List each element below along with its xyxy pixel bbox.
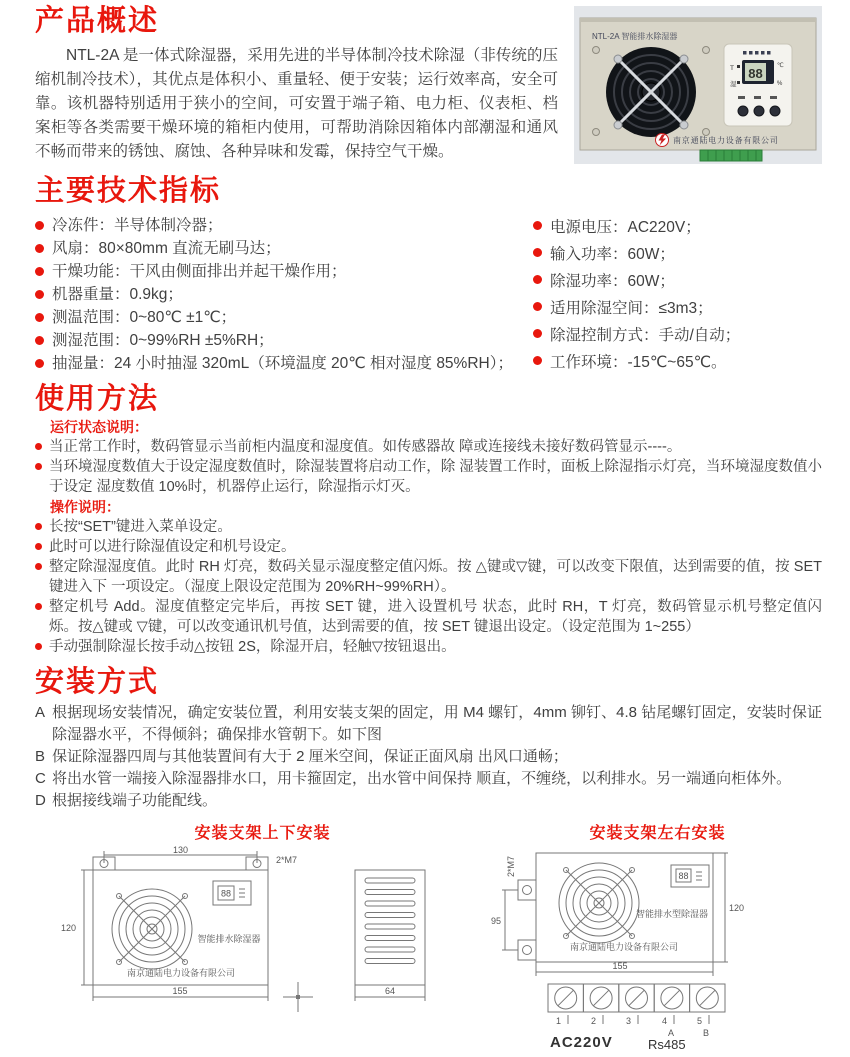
svg-text:120: 120 [61, 923, 77, 933]
dimension-120 [81, 870, 93, 985]
figure-left-right-mount [490, 820, 825, 1057]
bullet-icon [35, 244, 44, 253]
terminal-number: 2 [591, 1016, 597, 1026]
terminal-number: 3 [626, 1016, 632, 1026]
company-label: 南京通陆电力设备有限公司 [569, 942, 679, 952]
spec-item: 干燥功能：干风由侧面排出并起干燥作用； [35, 260, 533, 283]
dimension-95 [502, 890, 518, 950]
spec-item: 工作环境：-15℃~65℃。 [533, 349, 822, 376]
holes-label: 2*M7 [506, 855, 516, 877]
bullet-icon [35, 643, 42, 650]
unit-percent-label: % [777, 81, 783, 87]
bullet-icon [533, 221, 542, 230]
bullet-icon [35, 359, 44, 368]
bullet-icon [35, 313, 44, 322]
bullet-icon [35, 463, 42, 470]
bullet-icon [35, 290, 44, 299]
spec-item: 测温范围：0~80℃ ±1℃； [35, 306, 533, 329]
device-model-label: NTL-2A 智能排水除湿器 [592, 32, 678, 41]
svg-text:130: 130 [173, 845, 189, 855]
overview-paragraph: NTL-2A 是一体式除湿器，采用先进的半导体制冷技术除湿（非传统的压缩机制冷技术），其优点是体积小、重量轻、便于安装；运行效率高，安全可靠。该机器特别适用于狭小的空间，可安置于端子箱、电力柜、仪表柜、档案柜等各类需要干燥环境的箱柜内使用，可帮助消除因箱体内部潮湿和通风不畅而带来的锈蚀、腐蚀、各种异味和发霉，保持空气干燥。 [35, 47, 558, 160]
bullet-icon [35, 563, 42, 570]
control-panel [724, 44, 792, 126]
bullet-icon [35, 603, 42, 610]
terminal-number-ticks [568, 1015, 709, 1024]
product-photo-image [574, 6, 822, 164]
usage-item: 手动强制除湿长按手动△按钮 2S，除湿开启，轻触▽按钮退出。 [35, 637, 822, 657]
bullet-icon [533, 356, 542, 365]
usage-heading: 使用方法 [35, 383, 160, 415]
terminal-number: 4 [662, 1016, 668, 1026]
bullet-icon [533, 302, 542, 311]
dimension-120 [713, 853, 728, 962]
digital-display-value: 88 [748, 66, 763, 81]
specs-left-column [35, 214, 533, 376]
product-photo [574, 6, 822, 164]
bullet-icon [35, 267, 44, 276]
terminal-block-green [700, 150, 762, 161]
spec-item: 测湿范围：0~99%RH ±5%RH； [35, 329, 533, 352]
svg-text:64: 64 [384, 986, 396, 996]
usage-item: 此时可以进行除湿值设定和机号设定。 [35, 537, 822, 557]
indicator-humidity-label: 湿 [730, 81, 737, 88]
vent-slots [365, 878, 415, 964]
usage-item: 整定机号 Add。湿度值整定完毕后，再按 SET 键，进入设置机号 状态，此时 RH，T 灯亮，数码管显示机号整定值闪烁。按△键或 ▽键，可以改变通讯机号值，达到需要的值，按 SET 键退出设定。（设定范围为 1~255） [35, 597, 822, 637]
fan-icon [606, 47, 696, 137]
bullet-icon [533, 329, 542, 338]
installation-figures [35, 820, 822, 1057]
holes-label: 2*M7 [276, 855, 298, 865]
spec-item: 电源电压：AC220V； [533, 214, 822, 241]
comm-label: Rs485 [648, 1037, 686, 1052]
fan-drawing-icon [112, 889, 192, 969]
bullet-icon [35, 523, 42, 530]
figure-right-drawing [490, 845, 825, 1052]
spec-item: 除湿控制方式：手动/自动； [533, 322, 822, 349]
install-step: B 保证除湿器四周与其他装置间有大于 2 厘米空间，保证正面风扇 出风口通畅； [35, 748, 568, 765]
svg-text:95: 95 [491, 916, 502, 926]
indicator-t-label: T [730, 65, 734, 72]
mounting-tabs [518, 880, 536, 960]
svg-text:88: 88 [678, 871, 689, 881]
bullet-icon [35, 221, 44, 230]
svg-text:155: 155 [172, 986, 188, 996]
bullet-icon [35, 443, 42, 450]
brand-row [656, 134, 779, 147]
install-step: A 根据现场安装情况，确定安装位置，利用安装支架的固定，用 M4 螺钉，4mm 铆钉、4.8 钻尾螺钉固定，安装时保证除湿器水平，不得倾斜；确保排水管朝下。如下图 [35, 704, 822, 743]
figure-top-bottom-mount [35, 820, 490, 1057]
power-label: AC220V [550, 1034, 613, 1051]
usage-item: 当环境湿度数值大于设定湿度数值时，除湿装置将启动工作，除 湿装置工作时，面板上除湿指示灯亮，当环境湿度数值小于设定 湿度数值 10%时，机器停止运行，除湿指示灯灭。 [35, 457, 822, 497]
run-status-label: 运行状态说明： [50, 419, 148, 435]
operation-label: 操作说明： [50, 499, 120, 515]
specs-heading: 主要技术指标 [35, 175, 222, 207]
terminal-number: 5 [697, 1016, 703, 1026]
center-mark-icon [283, 982, 313, 1012]
install-step: C 将出水管一端接入除湿器排水口，用卡箍固定，出水管中间保持 顺直，不缠绕，以利排水。另一端通向柜体外。 [35, 770, 792, 787]
display-drawing [213, 881, 251, 905]
section-specs [35, 174, 822, 376]
svg-text:155: 155 [612, 961, 628, 971]
figure-left-drawing [55, 845, 490, 1023]
svg-text:88: 88 [220, 888, 232, 899]
bullet-icon [35, 543, 42, 550]
install-heading: 安装方式 [35, 666, 160, 698]
section-overview [35, 4, 822, 170]
rs485-b-label: B [703, 1028, 710, 1038]
spec-item: 除湿功率：60W； [533, 268, 822, 295]
usage-item: 整定除湿湿度值。此时 RH 灯亮，数码关显示湿度整定值闪烁。按 △键或▽键，可以改变下限值，达到需要的值，按 SET 键进入下 一项设定。（湿度上限设定范围为 20%RH~99%RH）。 [35, 557, 822, 597]
overview-heading: 产品概述 [35, 5, 160, 37]
spec-item: 抽湿量：24 小时抽湿 320mL（环境温度 20℃ 相对湿度 85%RH）； [35, 352, 533, 375]
panel-buttons [738, 106, 780, 116]
device-name-label: 智能排水除湿器 [197, 934, 261, 944]
rs485-a-label: A [668, 1028, 675, 1038]
spec-item: 适用除湿空间：≤3m3； [533, 295, 822, 322]
company-name: 南京通陆电力设备有限公司 [673, 136, 779, 145]
bullet-icon [533, 275, 542, 284]
fan-drawing-icon [559, 863, 639, 943]
install-step: D 根据接线端子功能配线。 [35, 792, 218, 809]
button-labels [738, 96, 777, 99]
spec-item: 机器重量：0.9kg； [35, 283, 533, 306]
section-install [35, 665, 822, 812]
terminal-block-drawing [548, 984, 725, 1012]
figure-left-caption: 安装支架上下安装 [194, 825, 331, 842]
device-name-label: 智能排水型除湿器 [635, 909, 709, 919]
company-label: 南京通陆电力设备有限公司 [126, 968, 236, 978]
section-usage [35, 382, 822, 657]
spec-item: 输入功率：60W； [533, 241, 822, 268]
terminal-number: 1 [556, 1016, 562, 1026]
bullet-icon [35, 336, 44, 345]
usage-item: 长按“SET”键进入菜单设定。 [35, 517, 822, 537]
figure-right-caption: 安装支架左右安装 [589, 825, 726, 842]
specs-right-column [533, 214, 822, 376]
spec-item: 风扇：80×80mm 直流无刷马达； [35, 237, 533, 260]
mounting-tabs [93, 857, 268, 870]
usage-item: 当正常工作时，数码管显示当前柜内温度和湿度值。如传感器故 障或连接线未接好数码管显示----。 [35, 437, 822, 457]
display-drawing [671, 865, 709, 887]
svg-text:120: 120 [729, 903, 745, 913]
spec-item: 冷冻件：半导体制冷器； [35, 214, 533, 237]
bullet-icon [533, 248, 542, 257]
unit-celsius-label: ℃ [777, 63, 784, 69]
